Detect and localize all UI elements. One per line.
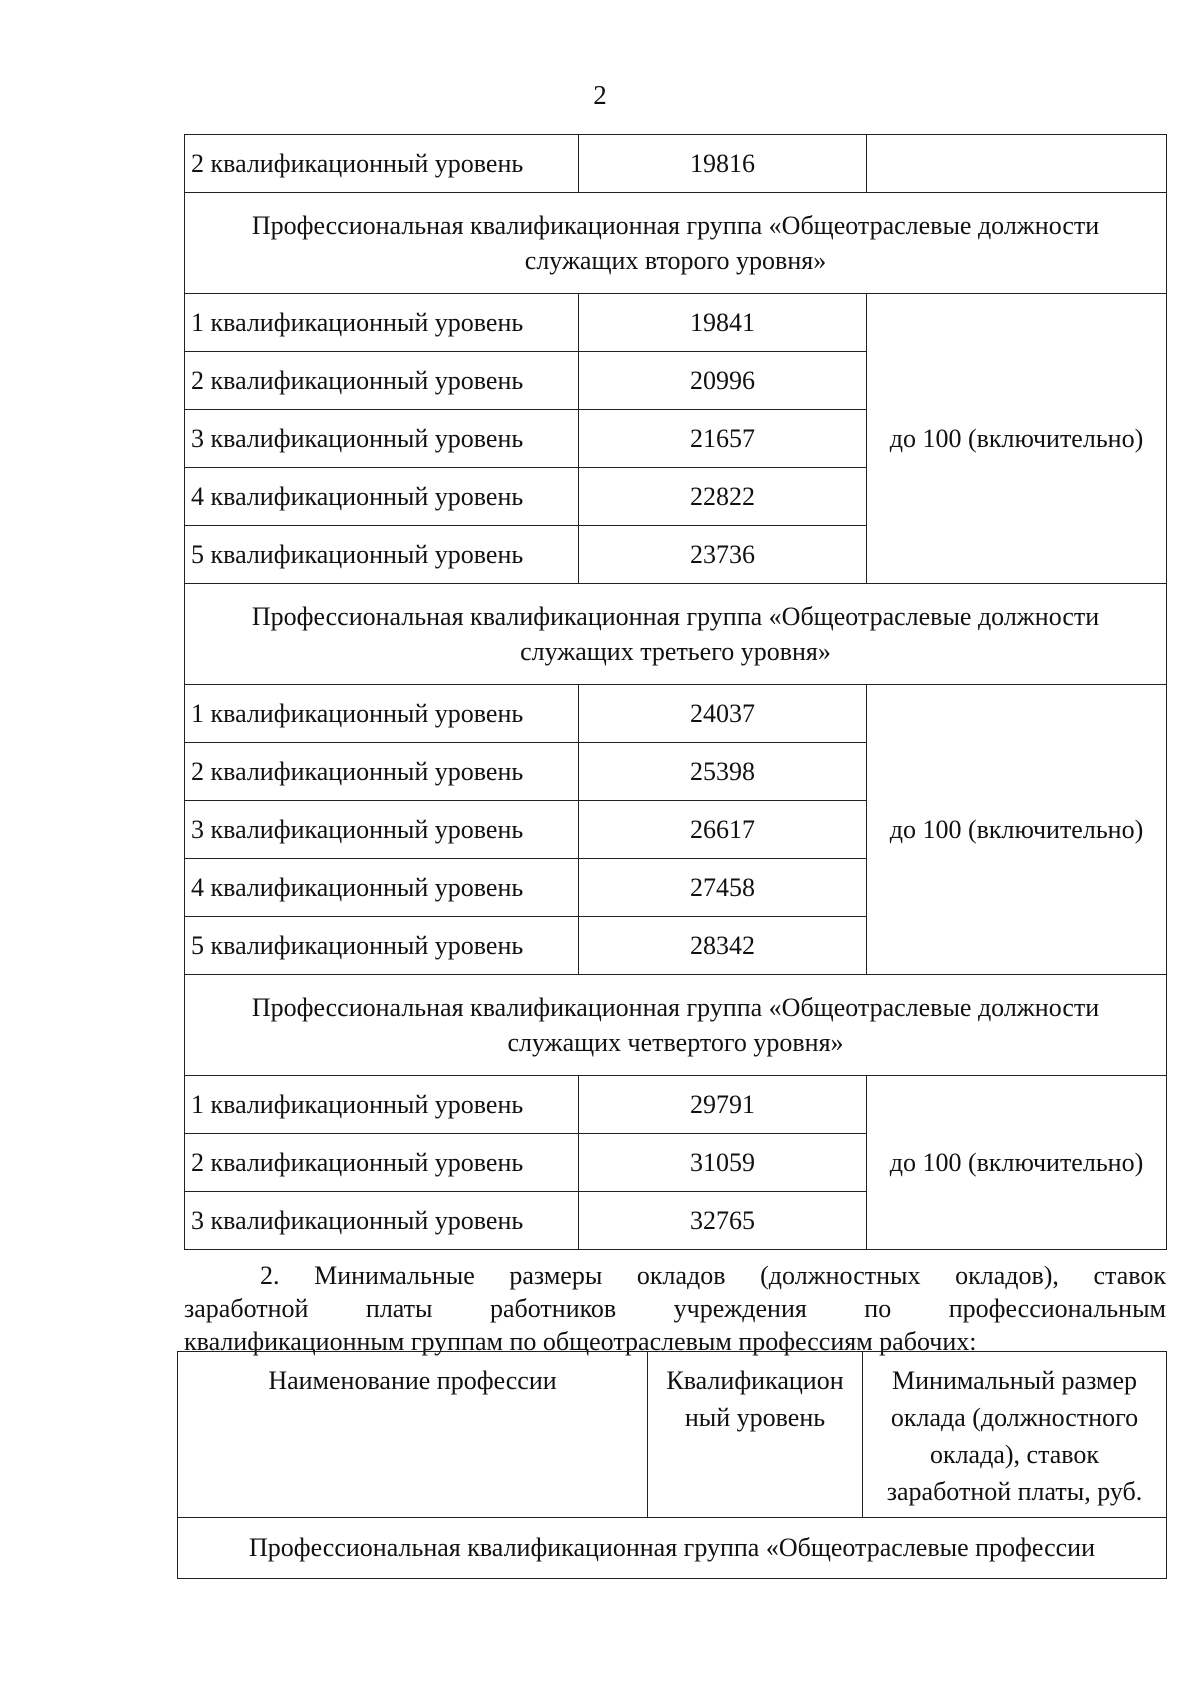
header-line: оклада), ставок	[929, 1440, 1100, 1469]
group-header-row	[178, 1518, 1167, 1579]
group-title	[185, 584, 1167, 685]
salary-cell: 24037	[579, 685, 867, 743]
group-title	[185, 193, 1167, 294]
group-title-line: Профессиональная квалификационная группа «Общеотраслевые должности	[251, 210, 1100, 240]
salary-cell: 19816	[579, 135, 867, 193]
header-line: Квалификацион	[666, 1366, 844, 1395]
salary-cell: 28342	[579, 917, 867, 975]
salary-cell: 21657	[579, 410, 867, 468]
level-cell: 4 квалификационный уровень	[185, 859, 579, 917]
salary-cell: 25398	[579, 743, 867, 801]
level-cell: 3 квалификационный уровень	[185, 801, 579, 859]
page-number: 2	[593, 80, 607, 110]
table-row	[185, 685, 1167, 743]
bonus-cell: до 100 (включительно)	[867, 685, 1167, 975]
header-line: Минимальный размер	[892, 1366, 1137, 1395]
group-title-line: Профессиональная квалификационная группа «Общеотраслевые должности	[251, 601, 1100, 631]
salary-cell: 31059	[579, 1134, 867, 1192]
table-row	[185, 135, 1167, 193]
salary-cell: 29791	[579, 1076, 867, 1134]
group-header-row	[185, 193, 1167, 294]
salary-cell: 23736	[579, 526, 867, 584]
salary-cell: 22822	[579, 468, 867, 526]
group-title-line: Профессиональная квалификационная группа «Общеотраслевые должности	[251, 992, 1100, 1022]
level-cell: 2 квалификационный уровень	[185, 1134, 579, 1192]
level-cell: 1 квалификационный уровень	[185, 685, 579, 743]
header-line: оклада (должностного	[890, 1403, 1139, 1432]
paragraph-line: заработной платы работников учреждения по профессиональным	[184, 1294, 1166, 1323]
column-header-profession: Наименование профессии	[178, 1352, 648, 1518]
table-row	[185, 294, 1167, 352]
group-header-row	[185, 584, 1167, 685]
paragraph-line: 2. Минимальные размеры окладов (должностных окладов), ставок	[260, 1261, 1166, 1290]
level-cell: 2 квалификационный уровень	[185, 743, 579, 801]
salary-table-workers	[177, 1351, 1167, 1579]
level-cell: 3 квалификационный уровень	[185, 410, 579, 468]
level-cell: 1 квалификационный уровень	[185, 294, 579, 352]
salary-table-employees	[184, 134, 1167, 1250]
group-title-line: служащих третьего уровня»	[520, 637, 831, 666]
bonus-cell: до 100 (включительно)	[867, 1076, 1167, 1250]
group-title-line: служащих четвертого уровня»	[507, 1028, 844, 1057]
group-title: Профессиональная квалификационная группа «Общеотраслевые профессии	[178, 1518, 1167, 1579]
salary-cell: 27458	[579, 859, 867, 917]
level-cell: 2 квалификационный уровень	[185, 135, 579, 193]
level-cell: 4 квалификационный уровень	[185, 468, 579, 526]
group-header-row	[185, 975, 1167, 1076]
header-line: ный уровень	[684, 1403, 826, 1432]
column-header-level	[648, 1352, 863, 1518]
level-cell: 2 квалификационный уровень	[185, 352, 579, 410]
level-cell: 1 квалификационный уровень	[185, 1076, 579, 1134]
bonus-cell: до 100 (включительно)	[867, 294, 1167, 584]
level-cell: 5 квалификационный уровень	[185, 917, 579, 975]
salary-cell: 32765	[579, 1192, 867, 1250]
group-title	[185, 975, 1167, 1076]
header-line: заработной платы, руб.	[886, 1477, 1143, 1506]
level-cell: 5 квалификационный уровень	[185, 526, 579, 584]
header-row	[178, 1352, 1167, 1518]
level-cell: 3 квалификационный уровень	[185, 1192, 579, 1250]
bonus-cell	[867, 135, 1167, 193]
paragraph-line: квалификационным группам по общеотраслевым профессиям рабочих:	[184, 1327, 977, 1356]
column-header-min-salary	[863, 1352, 1167, 1518]
salary-cell: 20996	[579, 352, 867, 410]
paragraph-workers	[184, 1259, 1166, 1358]
group-title-line: служащих второго уровня»	[524, 246, 827, 275]
table-row	[185, 1076, 1167, 1134]
salary-cell: 26617	[579, 801, 867, 859]
salary-cell: 19841	[579, 294, 867, 352]
